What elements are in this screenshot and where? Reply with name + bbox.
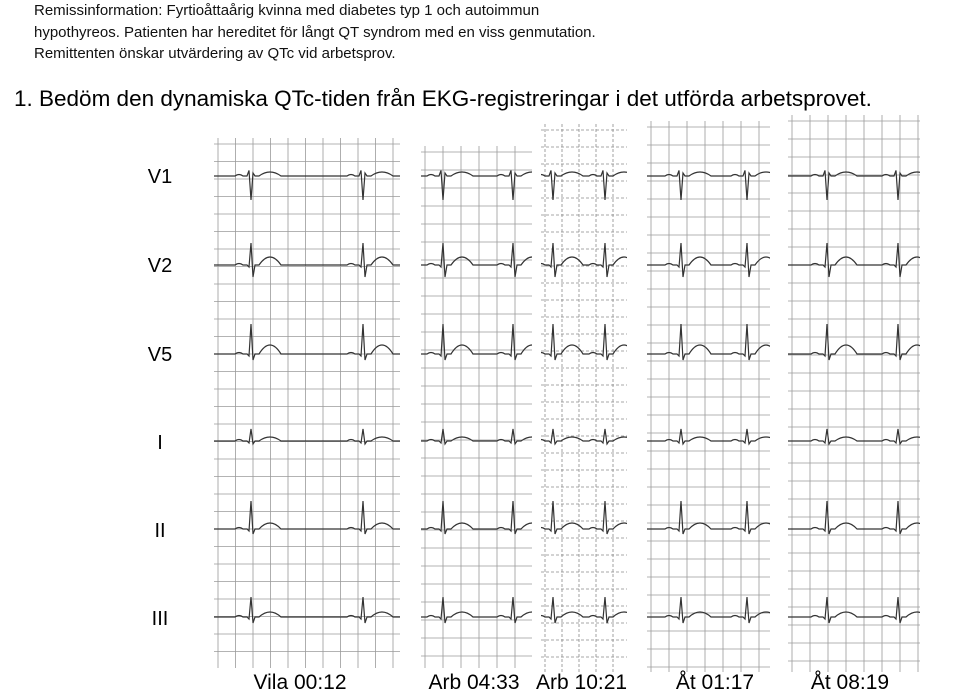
ecg-panel-arb-1021 [541, 124, 627, 672]
lead-label-v1: V1 [147, 166, 173, 188]
referral-line-1: Remissinformation: Fyrtioåttaårig kvinna med diabetes typ 1 och autoimmun [34, 2, 540, 19]
ecg-trace-v1 [214, 170, 400, 200]
ecg-trace-v2 [541, 243, 627, 277]
ecg-grid [214, 138, 400, 668]
ecg-trace-ii [541, 501, 627, 534]
lead-label-iii: III [151, 608, 169, 630]
ecg-panel-arb-0433 [421, 146, 532, 668]
ecg-trace-v5 [647, 324, 770, 360]
ecg-trace-i [647, 429, 770, 444]
ecg-panel-vila-0012 [214, 138, 400, 668]
ecg-trace-v5 [214, 324, 400, 360]
ecg-strip-svg [788, 115, 920, 672]
ecg-grid [788, 115, 920, 672]
ecg-strip-svg [214, 138, 400, 668]
panel-caption-vila-0012: Vila 00:12 [253, 671, 347, 694]
ecg-trace-v2 [647, 243, 770, 277]
ecg-trace-v5 [541, 324, 627, 360]
ecg-grid [647, 121, 770, 672]
ecg-strip-svg [647, 121, 770, 672]
panel-caption-at-0117: Åt 01:17 [675, 671, 755, 694]
panel-caption-at-0819: Åt 08:19 [810, 671, 890, 694]
lead-label-ii: II [154, 520, 166, 542]
ecg-strip-svg [541, 124, 627, 672]
referral-line-3: Remittenten önskar utvärdering av QTc vid arbetsprov. [34, 45, 396, 62]
lead-label-i: I [157, 432, 163, 454]
ecg-trace-ii [647, 501, 770, 534]
ecg-trace-iii [647, 597, 770, 623]
panel-caption-arb-0433: Arb 04:33 [428, 671, 520, 694]
ecg-trace-iii [541, 597, 627, 623]
referral-info [34, 0, 734, 65]
ecg-trace-iii [214, 597, 400, 623]
ecg-strip-svg [421, 146, 532, 668]
lead-label-v5: V5 [147, 344, 173, 366]
panel-caption-arb-1021: Arb 10:21 [536, 671, 628, 694]
lead-label-v2: V2 [147, 255, 173, 277]
ecg-trace-v1 [541, 170, 627, 200]
ecg-trace-v2 [214, 243, 400, 277]
ecg-trace-i [541, 429, 627, 444]
question-heading: 1. Bedöm den dynamiska QTc-tiden från EKG-registreringar i det utförda arbetsprovet. [14, 86, 872, 111]
ecg-grid [421, 146, 532, 668]
ecg-panel-at-0819 [788, 115, 920, 672]
ecg-panel-at-0117 [647, 121, 770, 672]
ecg-trace-v1 [647, 170, 770, 200]
referral-line-2: hypothyreos. Patienten har hereditet för långt QT syndrom med en viss genmutation. [34, 23, 596, 41]
ecg-grid [541, 124, 627, 672]
